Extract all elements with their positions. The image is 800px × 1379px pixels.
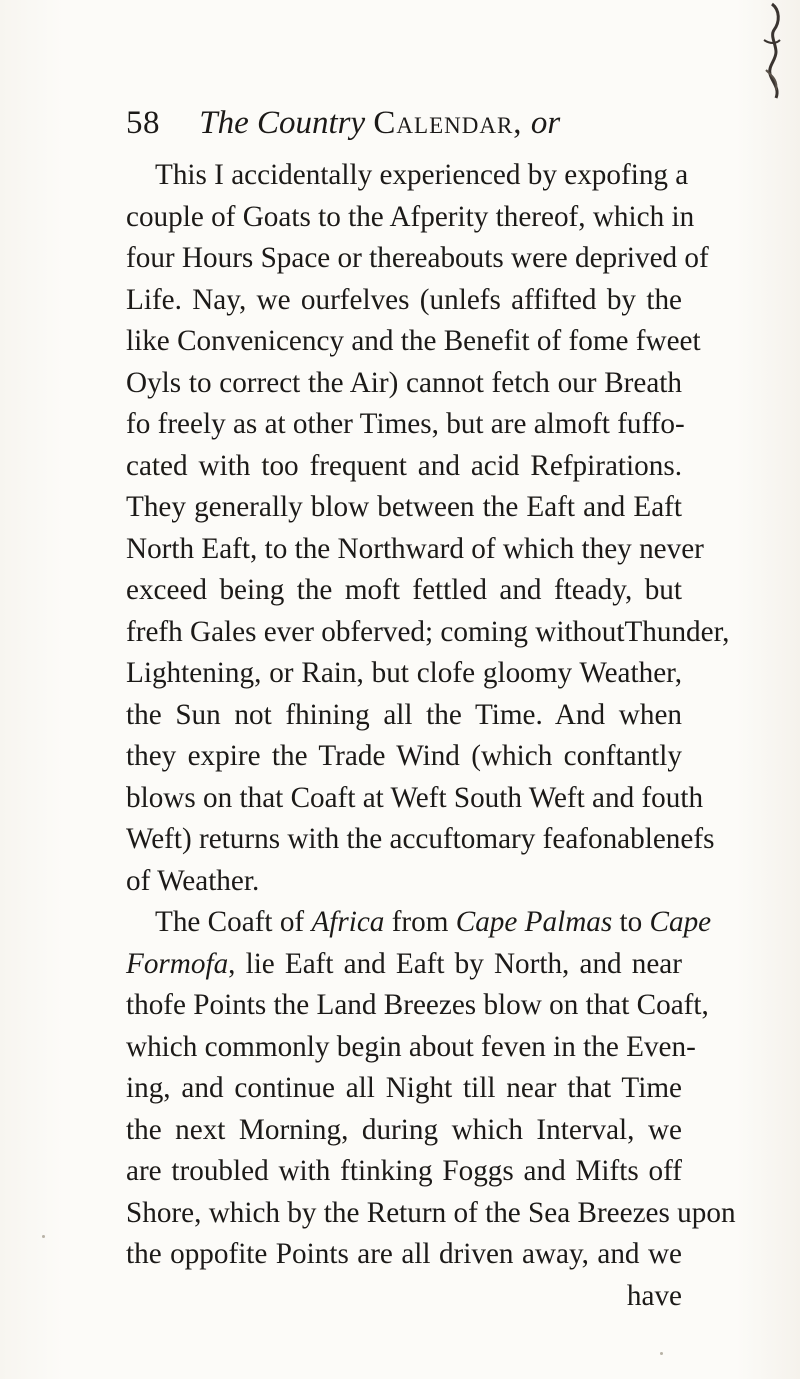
body-text (126, 155, 736, 1317)
text-line: cated with too frequent and acid Refpirations. (126, 449, 682, 482)
text-line: exceed being the moft fettled and fteady, but (126, 574, 682, 606)
text-line-para2-start (126, 902, 712, 944)
catchword: have (626, 1279, 682, 1312)
text-line: Oyls to correct the Air) cannot fetch our Breath (126, 366, 682, 399)
text-line: blows on that Coaft at Weft South Weft and fouth (126, 781, 704, 814)
place-formofa: Formofa (126, 947, 229, 980)
text-line: like Convenicency and the Benefit of fome fweet (126, 325, 701, 357)
running-header (126, 98, 686, 148)
text-line: frefh Gales ever obferved; coming withoutThunder, (126, 615, 730, 648)
place-cape-palmas: Cape Palmas (455, 906, 613, 938)
text-line: of Weather. (126, 864, 260, 897)
running-title (199, 98, 560, 148)
text-line (126, 944, 682, 986)
page-number: 58 (126, 105, 160, 141)
text-line: fo freely as at other Times, but are almoft fuffo- (126, 408, 685, 440)
text-line: They generally blow between the Eaft and Eaft (126, 491, 682, 523)
text-span: , lie Eaft and Eaft by North, and near (228, 947, 682, 980)
text-span: The Coaft of (155, 906, 312, 938)
text-line: the Sun not fhining all the Time. And when (126, 698, 682, 731)
text-line: Weft) returns with the accuftomary feafonablenefs (126, 823, 715, 855)
text-line: are troubled with ftinking Foggs and Mifts off (126, 1155, 682, 1187)
text-line: Life. Nay, we ourfelves (unlefs affifted by the (126, 283, 682, 316)
text-line: Shore, which by the Return of the Sea Breezes upon (126, 1196, 736, 1229)
text-span: from (384, 906, 456, 938)
text-line: North Eaft, to the Northward of which they never (126, 532, 704, 565)
running-title-or: or (530, 105, 561, 141)
text-line: thofe Points the Land Breezes blow on that Coaft, (126, 989, 709, 1021)
text-line: they expire the Trade Wind (which conftantly (126, 740, 682, 772)
text-line: couple of Goats to the Afperity thereof, which in (126, 200, 695, 233)
paper-speck (42, 1235, 45, 1238)
place-africa: Africa (311, 906, 385, 938)
text-line: Lightening, or Rain, but clofe gloomy Weather, (126, 657, 682, 689)
text-line: which commonly begin about feven in the Even- (126, 1030, 696, 1063)
text-line: ing, and continue all Night till near that Time (126, 1072, 682, 1104)
place-cape: Cape (649, 906, 712, 938)
torn-corner-mark-icon (750, 0, 790, 110)
text-line: This I accidentally experienced by expofing a (155, 159, 689, 191)
text-line: four Hours Space or thereabouts were deprived of (126, 242, 709, 274)
text-line: the oppofite Points are all driven away, and we (126, 1238, 682, 1270)
text-span: to (612, 906, 650, 938)
paper-speck (660, 1352, 663, 1355)
text-line: the next Morning, during which Interval, we (126, 1113, 682, 1146)
running-title-italic: The Country (199, 105, 366, 141)
running-title-smallcaps: Calendar, (373, 105, 523, 141)
